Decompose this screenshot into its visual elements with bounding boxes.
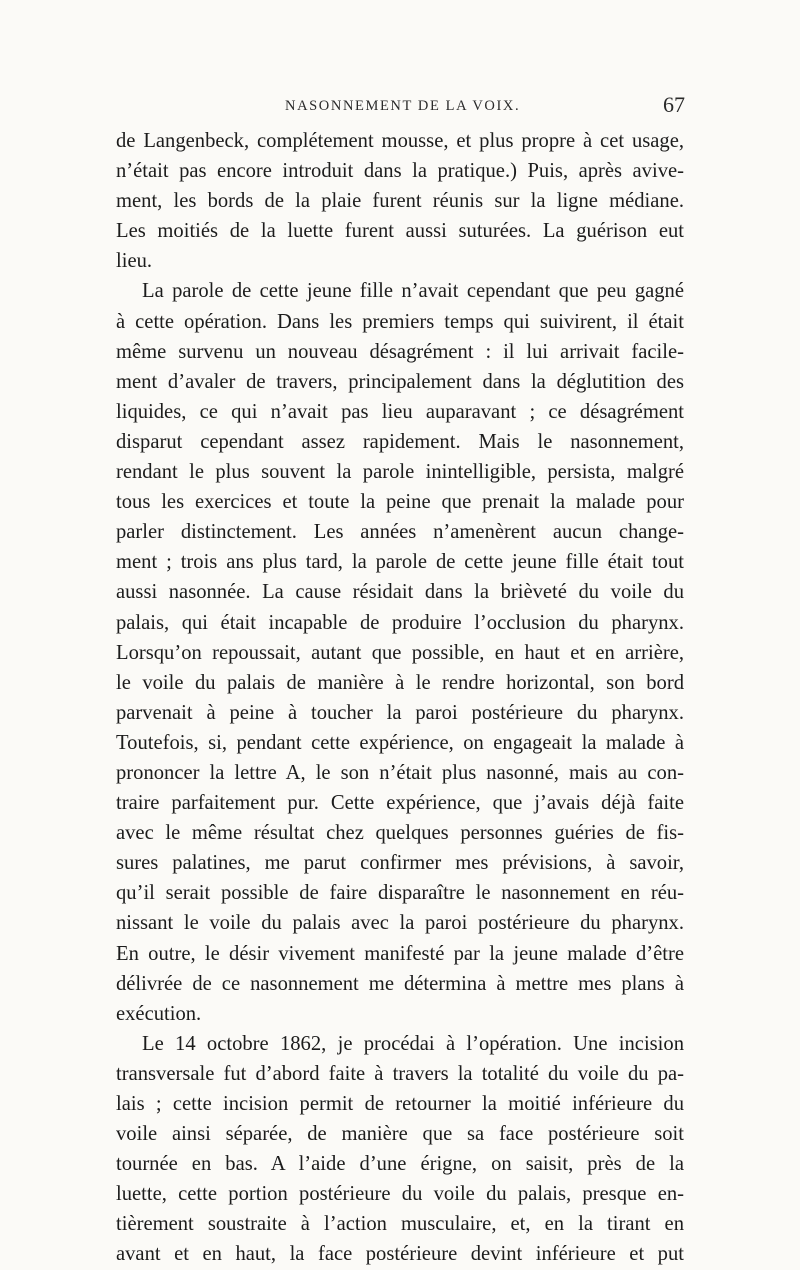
page-number: 67	[663, 92, 685, 117]
text-line: aussi nasonnée. La cause résidait dans la brièveté du voile du	[116, 581, 684, 604]
text-line: Le 14 octobre 1862, je procédai à l’opération. Une incision	[142, 1032, 684, 1055]
text-line: liquides, ce qui n’avait pas lieu auparavant ; ce désagrément	[116, 400, 684, 423]
text-line: sures palatines, me parut confirmer mes prévisions, à savoir,	[116, 852, 684, 875]
text-line: nissant le voile du palais avec la paroi postérieure du pharynx.	[116, 912, 684, 935]
body-text	[116, 126, 684, 1270]
text-line: délivrée de ce nasonnement me détermina à mettre mes plans à	[116, 972, 684, 995]
text-line: tous les exercices et toute la peine que prenait la malade pour	[116, 491, 684, 514]
running-head	[115, 92, 685, 122]
text-line: à cette opération. Dans les premiers temps qui suivirent, il était	[116, 310, 684, 333]
text-line: prononcer la lettre A, le son n’était plus nasonné, mais au con-	[116, 761, 684, 784]
text-line: Les moitiés de la luette furent aussi suturées. La guérison eut	[116, 220, 684, 243]
text-line: transversale fut d’abord faite à travers la totalité du voile du pa-	[116, 1062, 684, 1085]
text-line: le voile du palais de manière à le rendre horizontal, son bord	[116, 671, 684, 694]
text-line: n’était pas encore introduit dans la pratique.) Puis, après avive-	[116, 160, 684, 183]
text-line: tournée en bas. A l’aide d’une érigne, on saisit, près de la	[116, 1153, 684, 1176]
text-line: lieu.	[116, 250, 153, 273]
paragraph	[116, 1029, 684, 1270]
text-line: palais, qui était incapable de produire l’occlusion du pharynx.	[116, 611, 684, 634]
text-line: rendant le plus souvent la parole inintelligible, persista, malgré	[116, 461, 684, 484]
text-line: tièrement soustraite à l’action musculaire, et, en la tirant en	[116, 1213, 684, 1236]
running-head-title: NASONNEMENT DE LA VOIX.	[285, 98, 521, 114]
text-line: luette, cette portion postérieure du voile du palais, presque en-	[116, 1183, 684, 1206]
text-line: de Langenbeck, complétement mousse, et plus propre à cet usage,	[116, 130, 684, 152]
text-line: Toutefois, si, pendant cette expérience, on engageait la malade à	[116, 731, 684, 754]
text-line: lais ; cette incision permit de retourner la moitié inférieure du	[116, 1093, 684, 1115]
text-line: même survenu un nouveau désagrément : il lui arrivait facile-	[116, 340, 684, 363]
text-line: parler distinctement. Les années n’amenèrent aucun change-	[116, 521, 684, 544]
text-line: ment d’avaler de travers, principalement dans la déglutition des	[116, 370, 684, 393]
text-line: exécution.	[116, 1002, 202, 1025]
text-line: avec le même résultat chez quelques personnes guéries de fis-	[116, 822, 684, 845]
text-line: avant et en haut, la face postérieure devint inférieure et put	[116, 1243, 684, 1266]
text-line: ment, les bords de la plaie furent réunis sur la ligne médiane.	[116, 190, 684, 213]
paragraph	[116, 126, 684, 276]
text-line: La parole de cette jeune fille n’avait cependant que peu gagné	[142, 280, 684, 303]
text-line: En outre, le désir vivement manifesté par la jeune malade d’être	[116, 942, 684, 965]
paragraph	[116, 276, 684, 1028]
text-line: parvenait à peine à toucher la paroi postérieure du pharynx.	[116, 701, 684, 724]
text-line: disparut cependant assez rapidement. Mais le nasonnement,	[116, 430, 684, 453]
text-line: Lorsqu’on repoussait, autant que possible, en haut et en arrière,	[116, 641, 684, 664]
text-line: traire parfaitement pur. Cette expérience, que j’avais déjà faite	[116, 792, 684, 815]
text-line: qu’il serait possible de faire disparaître le nasonnement en réu-	[116, 882, 684, 905]
text-line: ment ; trois ans plus tard, la parole de cette jeune fille était tout	[116, 551, 684, 574]
text-line: voile ainsi séparée, de manière que sa face postérieure soit	[116, 1123, 684, 1146]
